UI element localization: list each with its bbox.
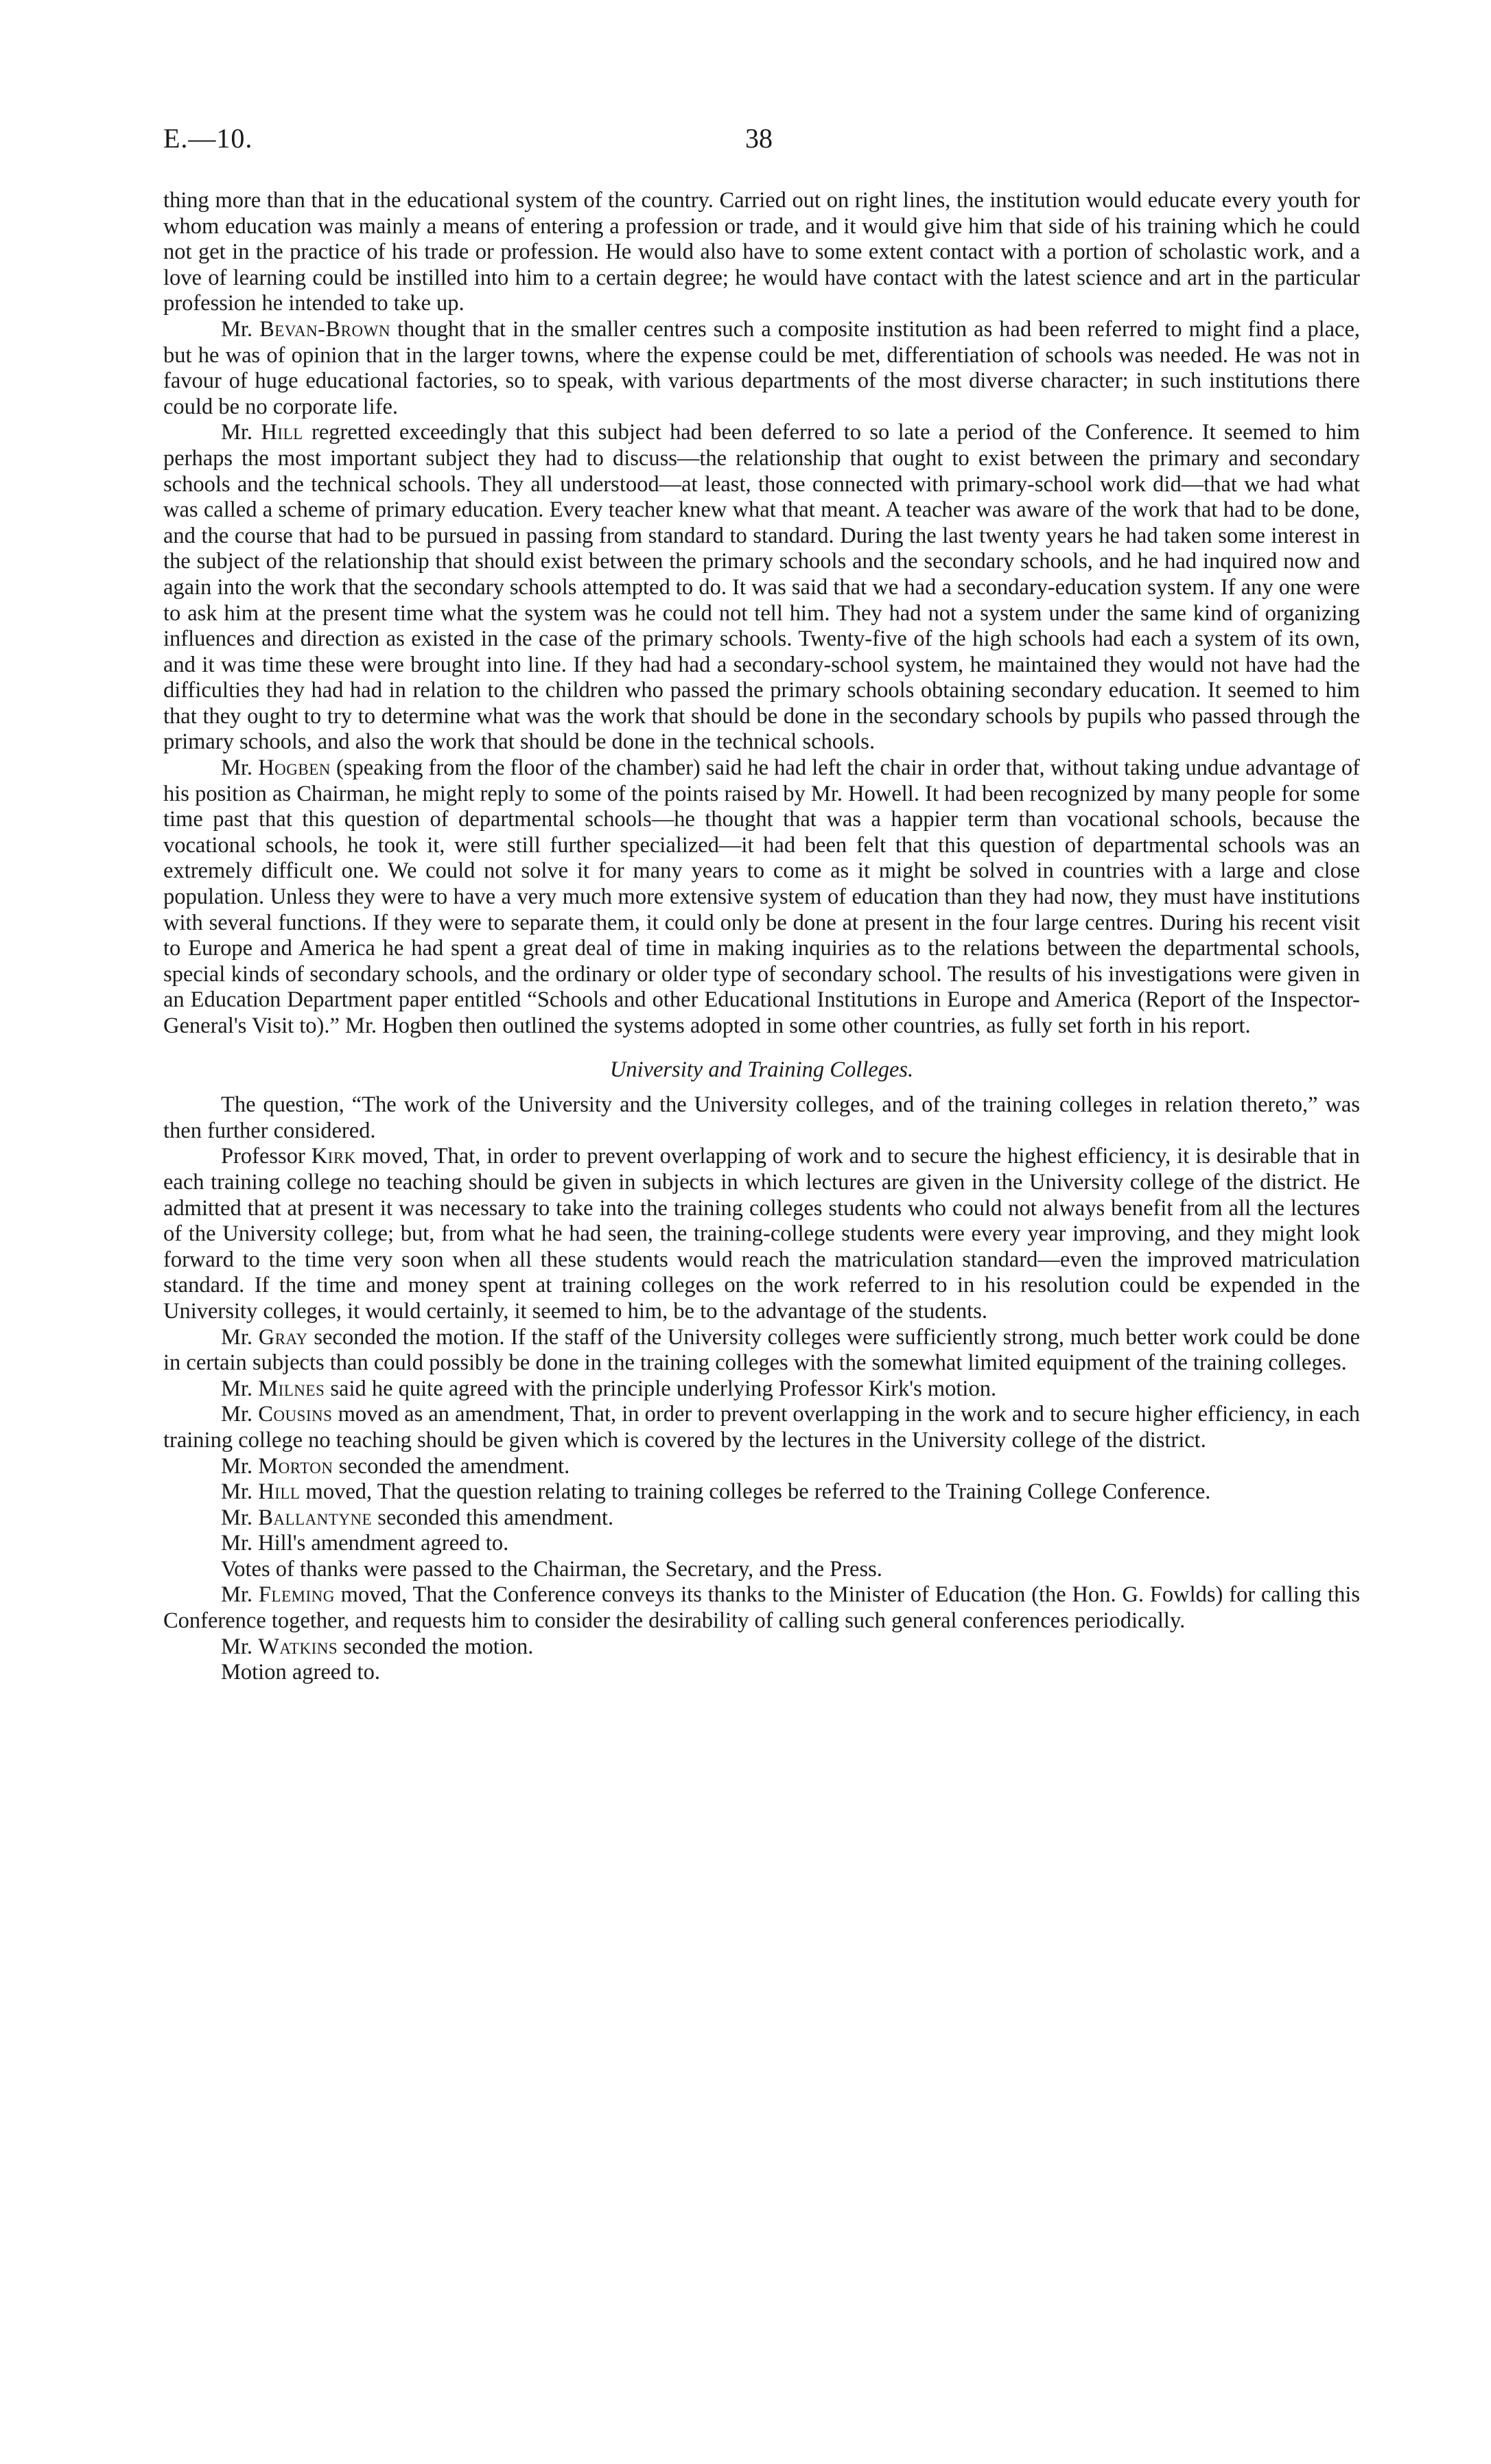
speaker-prefix: Mr.: [221, 316, 253, 342]
paragraph-gray: [163, 1325, 1360, 1376]
paragraph-ballantyne: [163, 1505, 1360, 1532]
speaker-prefix: Professor: [221, 1144, 305, 1169]
speaker-prefix: Mr.: [221, 1582, 253, 1608]
paragraph-votes-of-thanks: [163, 1557, 1360, 1583]
paragraph-text: Votes of thanks were passed to the Chairman, the Secretary, and the Press.: [221, 1556, 882, 1582]
paragraph-morton: [163, 1454, 1360, 1480]
body-text: [163, 188, 1360, 1686]
speaker-prefix: Mr.: [221, 1479, 253, 1505]
paragraph-milnes: [163, 1376, 1360, 1403]
paragraph-hill-moved: [163, 1479, 1360, 1505]
section-heading: University and Training Colleges.: [609, 1057, 914, 1082]
speaker-name: Hogben: [258, 755, 331, 781]
paragraph-text: seconded the motion.: [343, 1634, 534, 1659]
speaker-name: Gray: [258, 1324, 308, 1350]
document-reference: E.—10.: [163, 123, 253, 154]
speaker-prefix: Mr.: [221, 1505, 253, 1530]
paragraph-hill: [163, 420, 1360, 755]
page-header: [163, 122, 1350, 163]
paragraph-cousins: [163, 1402, 1360, 1453]
paragraph-text: Mr. Hill's amendment agreed to.: [221, 1531, 509, 1556]
page-number: 38: [745, 123, 773, 154]
speaker-name: Hill: [258, 1479, 301, 1505]
paragraph-text: thing more than that in the educational system of the country. Carried out on right lines, the institution would educate every youth for whom education was mainly a means of entering a profession or trade, and it would give him that side of his training which he could not get in the practice of his trade or profession. He would also have to some extent contact with a portion of scholastic work, and a love of learning could be instilled into him to a certain degree; he would have contact with the latest science and art in the particular profession he intended to take up.: [163, 188, 1360, 316]
speaker-name: Morton: [258, 1453, 333, 1479]
paragraph-text: (speaking from the floor of the chamber) said he had left the chair in order that, without taking undue advantage of his position as Chairman, he might reply to some of the points raised by Mr. Howell. It had been recognized by many people for some time past that this question of departmental schools—he thought that was a happier term than vocational schools, because the vocational schools, he took it, were still further specialized—it had been felt that this question of departmental schools was an extremely difficult one. We could not solve it for many years to come as it might be solved in countries with a large and close population. Unless they were to have a very much more extensive system of education than they had now, they must have institutions with several functions. If they were to separate them, it could only be done at present in the four large centres. During his recent visit to Europe and America he had spent a great deal of time in making inquiries as to the relations between the departmental schools, special kinds of secondary schools, and the ordinary or older type of secondary school. The results of his investigations were given in an Education Department paper entitled “Schools and other Educational Institutions in Europe and America (Report of the Inspector-General's Visit to).” Mr. Hogben then outlined the systems adopted in some other countries, as fully set forth in his report.: [163, 755, 1361, 1038]
paragraph-text: The question, “The work of the University and the University colleges, and of the training colleges in relation thereto,” was then further considered.: [163, 1092, 1360, 1143]
paragraph-fleming: [163, 1582, 1360, 1634]
paragraph-continuation: [163, 188, 1360, 317]
paragraph-text: thought that in the smaller centres such a composite institution as had been referred to might find a place, but he was of opinion that in the larger towns, where the expense could be met, differentiation of schools was needed. He was not in favour of huge educational factories, so to speak, with various departments of the most diverse character; in such institutions there could be no corporate life.: [163, 316, 1360, 419]
paragraph-watkins: [163, 1634, 1360, 1661]
speaker-prefix: Mr.: [221, 755, 253, 781]
speaker-prefix: Mr.: [221, 1376, 253, 1401]
paragraph-text: seconded this amendment.: [377, 1505, 614, 1530]
paragraph-question: [163, 1092, 1360, 1144]
paragraph-text: moved, That the question relating to training colleges be referred to the Training College Conference.: [305, 1479, 1211, 1505]
paragraph-motion-agreed: [163, 1660, 1360, 1686]
paragraph-text: said he quite agreed with the principle underlying Professor Kirk's motion.: [330, 1376, 997, 1401]
speaker-name: Hill: [261, 420, 303, 445]
speaker-prefix: Mr.: [221, 420, 253, 445]
speaker-prefix: Mr.: [221, 1453, 253, 1479]
speaker-name: Watkins: [258, 1634, 338, 1659]
speaker-name: Fleming: [258, 1582, 335, 1608]
paragraph-text: moved, That the Conference conveys its thanks to the Minister of Education (the Hon. G. Fowlds) for calling this Conference together, and requests him to consider the desirability of calling such general conferences periodically.: [163, 1582, 1361, 1634]
paragraph-text: regretted exceedingly that this subject had been deferred to so late a period of the Conference. It seemed to him perhaps the most important subject they had to discuss—the relationship that ought to exist between the primary and secondary schools and the technical schools. They all understood—at least, those connected with primary-school work did—that we had what was called a scheme of primary education. Every teacher knew what that meant. A teacher was aware of the work that had to be done, and the course that had to be pursued in passing from standard to standard. During the last twenty years he had taken some interest in the subject of the relationship that should exist between the primary schools and the secondary schools, and he had inquired now and again into the work that the secondary schools attempted to do. It was said that we had a secondary-education system. If any one were to ask him at the present time what the system was he could not tell him. They had not a system under the same kind of organizing influences and direction as existed in the case of the primary schools. Twenty-five of the high schools had each a system of its own, and it was time these were brought into line. If they had had a secondary-school system, he maintained they would not have had the difficulties they had had in relation to the children who passed the primary schools obtaining secondary education. It seemed to him that they ought to try to determine what was the work that should be done in the secondary schools by pupils who passed through the primary schools, and also the work that should be done in the technical schools.: [163, 420, 1361, 755]
speaker-prefix: Mr.: [221, 1402, 253, 1427]
speaker-prefix: Mr.: [221, 1324, 253, 1350]
paragraph-bevan-brown: [163, 317, 1360, 420]
paragraph-amendment-agreed: [163, 1531, 1360, 1557]
speaker-name: Ballantyne: [258, 1505, 373, 1530]
paragraph-hogben: [163, 755, 1360, 1040]
paragraph-text: Motion agreed to.: [221, 1660, 380, 1685]
speaker-name: Bevan-Brown: [259, 316, 390, 342]
speaker-prefix: Mr.: [221, 1634, 253, 1659]
paragraph-text: moved, That, in order to prevent overlapping of work and to secure the highest efficiency, it is desirable that in each training college no teaching should be given in subjects in which lectures are given in the University college of the district. He admitted that at present it was necessary to take into the training colleges students who could not always benefit from all the lectures of the University college; but, from what he had seen, the training-college students were every year improving, and they might look forward to the time very soon when all these students would reach the matriculation standard—even the improved matriculation standard. If the time and money spent at training colleges on the work referred to in his resolution could be expended in the University colleges, it would certainly, it seemed to him, be to the advantage of the students.: [163, 1144, 1361, 1324]
paragraph-text: seconded the amendment.: [338, 1453, 570, 1479]
speaker-name: Milnes: [258, 1376, 325, 1401]
paragraph-kirk: [163, 1144, 1360, 1324]
speaker-name: Kirk: [311, 1144, 356, 1169]
paragraph-text: seconded the motion. If the staff of the University colleges were sufficiently strong, much better work could be done in certain subjects than could possibly be done in the training colleges with the somewhat limited equipment of the training colleges.: [163, 1324, 1361, 1376]
speaker-name: Cousins: [258, 1402, 333, 1427]
paragraph-text: moved as an amendment, That, in order to prevent overlapping in the work and to secure higher efficiency, in each training college no teaching should be given which is covered by the lectures in the University college of the district.: [163, 1402, 1361, 1453]
